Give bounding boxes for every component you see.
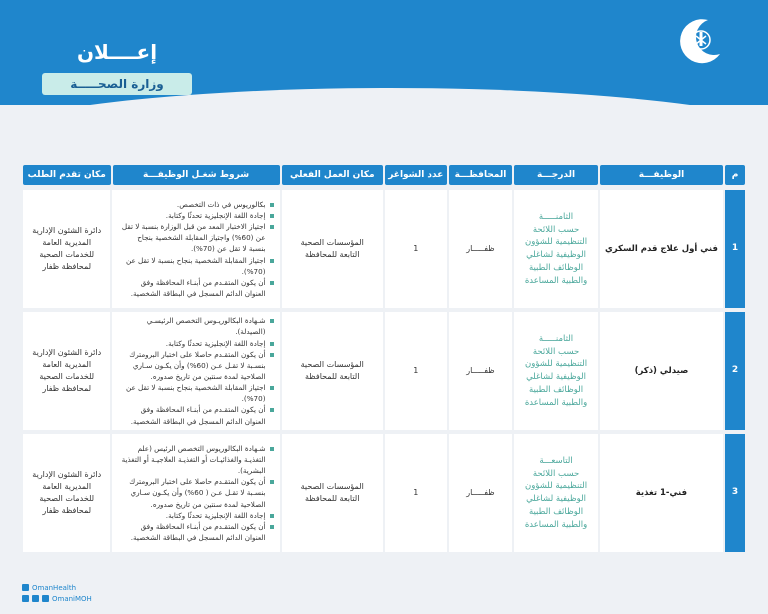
workplace-line: المؤسسات الصحية bbox=[300, 238, 364, 247]
workplace-line: التابعة للمحافظة bbox=[305, 372, 360, 381]
grade-line: الوظائف الطبية bbox=[528, 384, 584, 395]
condition-item: اجتياز المقابلة الشخصية بنجاح بنسبة لا تقل عن (70%). bbox=[118, 382, 273, 404]
apply-line: دائرة الشئون الإدارية bbox=[32, 226, 102, 235]
condition-item: إجادة اللغة الإنجليزية تحدثًا وكتابة. bbox=[118, 210, 273, 221]
grade-line: التنظيمية للشؤون bbox=[524, 237, 588, 248]
vacancies: 1 bbox=[385, 190, 447, 308]
workplace-line: المؤسسات الصحية bbox=[300, 482, 364, 491]
grade-line: والطبية المساعدة bbox=[524, 275, 588, 286]
table-row bbox=[23, 434, 745, 552]
workplace bbox=[282, 312, 383, 430]
table-row bbox=[23, 312, 745, 430]
condition-item: أن يكون المتقـدم حاصلا على اختبار البرومترك بنسـبة لا تقـل عـن ( 60%) وأن يكـون سـاري الصلاحية لمدة سنتين من تاريخ صدوره. bbox=[118, 476, 273, 509]
col-header-grade: الدرجـــة bbox=[514, 165, 598, 185]
apply-line: المديرية العامة bbox=[42, 238, 92, 247]
grade-line: حسب اللائحة bbox=[532, 346, 580, 357]
condition-item: إجادة اللغة الإنجليزية تحدثًا وكتابة. bbox=[118, 338, 273, 349]
apply-line: لمحافظة ظفار bbox=[42, 384, 92, 393]
grade-line: والطبية المساعدة bbox=[524, 519, 588, 530]
grade-line: حسب اللائحة bbox=[532, 468, 580, 479]
row-number: 2 bbox=[725, 312, 745, 430]
social-handle[interactable]: OmaniMOH bbox=[52, 594, 92, 603]
grade-line: الوظيفية لشاغلي bbox=[526, 494, 586, 504]
row-number: 3 bbox=[725, 434, 745, 552]
header-banner bbox=[0, 0, 768, 105]
grade-line: التنظيمية للشؤون bbox=[524, 359, 588, 370]
apply-line: للخدمات الصحية bbox=[39, 250, 95, 259]
condition-item: إجادة اللغة الإنجليزية تحدثًا وكتابة. bbox=[118, 510, 273, 521]
condition-item: أن يكون المتقـدم من أبنـاء المحافظة وفق العنوان الدائم المسجل في البطاقة الشخصية. bbox=[118, 521, 273, 543]
conditions bbox=[112, 312, 279, 430]
apply-line: للخدمات الصحية bbox=[39, 372, 95, 381]
grade-line: الوظائف الطبية bbox=[528, 262, 584, 273]
instagram-icon[interactable] bbox=[22, 595, 29, 602]
apply-line: المديرية العامة bbox=[42, 360, 92, 369]
col-header-governorate: المحافظـــة bbox=[449, 165, 513, 185]
apply-location bbox=[23, 434, 111, 552]
announcement-title: إعــــلان bbox=[76, 40, 158, 64]
governorate: ظفـــــار bbox=[449, 434, 513, 552]
grade-line: التاسعـــة bbox=[539, 455, 573, 466]
facebook-icon[interactable] bbox=[22, 584, 29, 591]
workplace-line: التابعة للمحافظة bbox=[305, 494, 360, 503]
other-social-line bbox=[22, 593, 92, 604]
col-header-job: الوظيفـــة bbox=[600, 165, 723, 185]
grade bbox=[514, 312, 598, 430]
apply-location bbox=[23, 190, 111, 308]
col-header-apply: مكان تقدم الطلب bbox=[23, 165, 111, 185]
grade-line: والطبية المساعدة bbox=[524, 397, 588, 408]
grade-line: الوظائف الطبية bbox=[528, 506, 584, 517]
workplace-line: المؤسسات الصحية bbox=[300, 360, 364, 369]
youtube-icon[interactable] bbox=[42, 595, 49, 602]
apply-location bbox=[23, 312, 111, 430]
workplace bbox=[282, 190, 383, 308]
grade-line: التنظيمية للشؤون bbox=[524, 481, 588, 492]
facebook-line bbox=[22, 582, 92, 593]
col-header-num: م bbox=[725, 165, 745, 185]
grade-line: الوظيفية لشاغلي bbox=[526, 250, 586, 260]
condition-item: شـهادة البكالوريـوس التخصص الرئيسـي (الصيدلة). bbox=[118, 315, 273, 337]
governorate: ظفـــــار bbox=[449, 312, 513, 430]
vacancies: 1 bbox=[385, 312, 447, 430]
apply-line: دائرة الشئون الإدارية bbox=[32, 470, 102, 479]
apply-line: دائرة الشئون الإدارية bbox=[32, 348, 102, 357]
job-title: فني أول علاج قدم السكري bbox=[600, 190, 723, 308]
social-footer bbox=[22, 582, 92, 604]
condition-item: اجتياز المقابلة الشخصية بنجاح بنسبة لا تقل عن (70%). bbox=[118, 255, 273, 277]
condition-item: بكالوريوس في ذات التخصص. bbox=[118, 199, 273, 210]
job-title: صيدلي (ذكر) bbox=[600, 312, 723, 430]
grade bbox=[514, 434, 598, 552]
apply-line: المديرية العامة bbox=[42, 482, 92, 491]
condition-item: شـهادة البكالوريوس التخصص الرئيس (علم التغذيـة والغذائيـات أو التغذيـة العلاجيـة أو التغذية البشرية). bbox=[118, 443, 273, 476]
apply-line: للخدمات الصحية bbox=[39, 494, 95, 503]
apply-line: لمحافظة ظفار bbox=[42, 262, 92, 271]
jobs-table bbox=[23, 165, 745, 556]
grade-line: الثامنـــــة bbox=[538, 333, 574, 344]
condition-item: اجتياز الاختبار المعد من قبل الوزارة بنسبة لا تقل عن (60%) واجتياز المقابلة الشخصية بنجاح بنسبة لا تقل عن (70%). bbox=[118, 221, 273, 254]
col-header-workplace: مكان العمل الفعلي bbox=[282, 165, 383, 185]
grade-line: حسب اللائحة bbox=[532, 224, 580, 235]
x-icon[interactable] bbox=[32, 595, 39, 602]
job-title: فني-1 تغذية bbox=[600, 434, 723, 552]
table-header bbox=[23, 165, 745, 185]
facebook-handle[interactable]: OmanHealth bbox=[32, 583, 77, 592]
governorate: ظفـــــار bbox=[449, 190, 513, 308]
grade-line: الوظيفية لشاغلي bbox=[526, 372, 586, 382]
workplace bbox=[282, 434, 383, 552]
col-header-vacancies: عدد الشواغر bbox=[385, 165, 447, 185]
condition-item: أن يكون المتقـدم من أبنـاء المحافظة وفق العنوان الدائم المسجل في البطاقة الشخصية. bbox=[118, 277, 273, 299]
conditions bbox=[112, 190, 279, 308]
table-row bbox=[23, 190, 745, 308]
ministry-name: وزارة الصحـــــة bbox=[42, 73, 192, 95]
vacancies: 1 bbox=[385, 434, 447, 552]
condition-item: أن يكون المتقـدم حاصلا على اختبار البرومترك بنسـبة لا تقـل عـن (60%) وأن يكـون سـاري الصلاحية لمدة سنتين من تاريخ صدوره. bbox=[118, 349, 273, 382]
grade bbox=[514, 190, 598, 308]
col-header-conditions: شروط شغـل الوظيفـــة bbox=[113, 165, 280, 185]
workplace-line: التابعة للمحافظة bbox=[305, 250, 360, 259]
ministry-logo-icon bbox=[672, 14, 726, 68]
apply-line: لمحافظة ظفار bbox=[42, 506, 92, 515]
row-number: 1 bbox=[725, 190, 745, 308]
conditions bbox=[112, 434, 279, 552]
condition-item: أن يكون المتقـدم من أبنـاء المحافظة وفق العنوان الدائم المسجل في البطاقة الشخصية. bbox=[118, 404, 273, 426]
grade-line: الثامنـــــة bbox=[538, 211, 574, 222]
